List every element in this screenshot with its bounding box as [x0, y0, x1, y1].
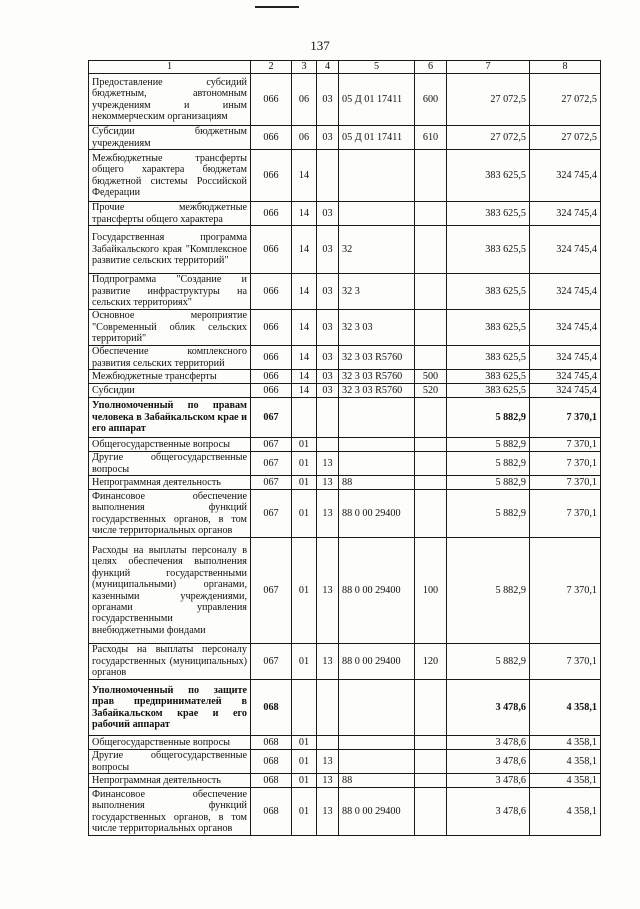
amount-year1-cell: 3 478,6 [447, 680, 530, 736]
expense-type-cell [415, 452, 447, 476]
amount-year2-cell: 324 745,4 [530, 310, 601, 346]
section-code-cell: 06 [292, 126, 317, 150]
amount-year2-cell: 7 370,1 [530, 452, 601, 476]
subsection-code-cell: 03 [317, 370, 339, 384]
budget-table [88, 60, 601, 836]
table-row [89, 750, 601, 774]
header-cell: 3 [292, 61, 317, 74]
row-name-cell: Межбюджетные трансферты [89, 370, 251, 384]
amount-year1-cell: 5 882,9 [447, 398, 530, 438]
ministry-code-cell: 066 [251, 150, 292, 202]
ministry-code-cell: 066 [251, 310, 292, 346]
table-row [89, 226, 601, 274]
expense-type-cell [415, 202, 447, 226]
ministry-code-cell: 068 [251, 736, 292, 750]
expense-type-cell: 610 [415, 126, 447, 150]
amount-year1-cell: 5 882,9 [447, 538, 530, 644]
amount-year2-cell: 7 370,1 [530, 538, 601, 644]
target-article-cell: 88 [339, 774, 415, 788]
expense-type-cell [415, 774, 447, 788]
header-cell: 5 [339, 61, 415, 74]
amount-year1-cell: 5 882,9 [447, 490, 530, 538]
amount-year2-cell: 4 358,1 [530, 788, 601, 836]
row-name-cell: Общегосударственные вопросы [89, 736, 251, 750]
section-code-cell: 14 [292, 202, 317, 226]
row-name-cell: Уполномоченный по правам человека в Забайкальском крае и его аппарат [89, 398, 251, 438]
target-article-cell: 88 0 00 29400 [339, 644, 415, 680]
target-article-cell [339, 750, 415, 774]
subsection-code-cell: 03 [317, 202, 339, 226]
section-code-cell [292, 680, 317, 736]
target-article-cell: 32 3 [339, 274, 415, 310]
subsection-code-cell [317, 150, 339, 202]
section-code-cell [292, 398, 317, 438]
target-article-cell: 32 [339, 226, 415, 274]
top-rule [255, 6, 299, 8]
target-article-cell [339, 736, 415, 750]
section-code-cell: 06 [292, 74, 317, 126]
amount-year2-cell: 27 072,5 [530, 74, 601, 126]
amount-year2-cell: 324 745,4 [530, 370, 601, 384]
subsection-code-cell: 03 [317, 384, 339, 398]
target-article-cell: 32 3 03 R5760 [339, 346, 415, 370]
section-code-cell: 01 [292, 490, 317, 538]
section-code-cell: 01 [292, 774, 317, 788]
amount-year1-cell: 5 882,9 [447, 452, 530, 476]
ministry-code-cell: 067 [251, 644, 292, 680]
table-row [89, 310, 601, 346]
header-cell: 4 [317, 61, 339, 74]
section-code-cell: 01 [292, 788, 317, 836]
section-code-cell: 14 [292, 274, 317, 310]
row-name-cell: Основное мероприятие "Современный облик сельских территорий" [89, 310, 251, 346]
amount-year1-cell: 27 072,5 [447, 126, 530, 150]
target-article-cell [339, 680, 415, 736]
expense-type-cell [415, 150, 447, 202]
target-article-cell [339, 438, 415, 452]
amount-year1-cell: 383 625,5 [447, 346, 530, 370]
row-name-cell: Непрограммная деятельность [89, 476, 251, 490]
subsection-code-cell: 03 [317, 226, 339, 274]
row-name-cell: Прочие межбюджетные трансферты общего характера [89, 202, 251, 226]
amount-year1-cell: 383 625,5 [447, 370, 530, 384]
section-code-cell: 01 [292, 750, 317, 774]
subsection-code-cell: 03 [317, 126, 339, 150]
amount-year1-cell: 3 478,6 [447, 750, 530, 774]
ministry-code-cell: 067 [251, 490, 292, 538]
row-name-cell: Государственная программа Забайкальского края "Комплексное развитие сельских территорий" [89, 226, 251, 274]
row-name-cell: Финансовое обеспечение выполнения функций государственных органов, в том числе территориальных органов [89, 490, 251, 538]
row-name-cell: Обеспечение комплексного развития сельских территорий [89, 346, 251, 370]
expense-type-cell: 100 [415, 538, 447, 644]
expense-type-cell [415, 310, 447, 346]
table-row [89, 438, 601, 452]
ministry-code-cell: 068 [251, 750, 292, 774]
amount-year1-cell: 383 625,5 [447, 150, 530, 202]
header-cell: 1 [89, 61, 251, 74]
section-code-cell: 01 [292, 452, 317, 476]
expense-type-cell: 520 [415, 384, 447, 398]
row-name-cell: Субсидии бюджетным учреждениям [89, 126, 251, 150]
subsection-code-cell: 03 [317, 310, 339, 346]
subsection-code-cell [317, 438, 339, 452]
section-code-cell: 14 [292, 370, 317, 384]
table-row [89, 452, 601, 476]
target-article-cell: 88 [339, 476, 415, 490]
row-name-cell: Подпрограмма "Создание и развитие инфраструктуры на сельских территориях" [89, 274, 251, 310]
target-article-cell [339, 452, 415, 476]
row-name-cell: Другие общегосударственные вопросы [89, 750, 251, 774]
amount-year2-cell: 7 370,1 [530, 398, 601, 438]
expense-type-cell [415, 680, 447, 736]
expense-type-cell [415, 788, 447, 836]
subsection-code-cell: 13 [317, 750, 339, 774]
amount-year2-cell: 4 358,1 [530, 774, 601, 788]
target-article-cell [339, 150, 415, 202]
ministry-code-cell: 067 [251, 452, 292, 476]
page-number: 137 [310, 38, 330, 53]
section-code-cell: 01 [292, 736, 317, 750]
table-row [89, 384, 601, 398]
amount-year2-cell: 7 370,1 [530, 438, 601, 452]
subsection-code-cell: 13 [317, 452, 339, 476]
amount-year1-cell: 27 072,5 [447, 74, 530, 126]
amount-year2-cell: 4 358,1 [530, 680, 601, 736]
ministry-code-cell: 066 [251, 74, 292, 126]
amount-year2-cell: 324 745,4 [530, 346, 601, 370]
row-name-cell: Расходы на выплаты персоналу государственных (муниципальных) органов [89, 644, 251, 680]
subsection-code-cell: 13 [317, 774, 339, 788]
ministry-code-cell: 066 [251, 274, 292, 310]
amount-year2-cell: 7 370,1 [530, 476, 601, 490]
row-name-cell: Межбюджетные трансферты общего характера бюджетам бюджетной системы Российской Федерации [89, 150, 251, 202]
section-code-cell: 14 [292, 384, 317, 398]
table-row [89, 74, 601, 126]
row-name-cell: Уполномоченный по защите прав предпринимателей в Забайкальском крае и его рабочий аппарат [89, 680, 251, 736]
amount-year2-cell: 324 745,4 [530, 202, 601, 226]
amount-year1-cell: 5 882,9 [447, 476, 530, 490]
row-name-cell: Субсидии [89, 384, 251, 398]
row-name-cell: Общегосударственные вопросы [89, 438, 251, 452]
expense-type-cell [415, 750, 447, 774]
amount-year1-cell: 5 882,9 [447, 644, 530, 680]
amount-year1-cell: 3 478,6 [447, 774, 530, 788]
section-code-cell: 14 [292, 226, 317, 274]
ministry-code-cell: 066 [251, 384, 292, 398]
expense-type-cell: 500 [415, 370, 447, 384]
section-code-cell: 01 [292, 538, 317, 644]
row-name-cell: Финансовое обеспечение выполнения функций государственных органов, в том числе территориальных органов [89, 788, 251, 836]
section-code-cell: 14 [292, 150, 317, 202]
amount-year2-cell: 4 358,1 [530, 736, 601, 750]
ministry-code-cell: 066 [251, 202, 292, 226]
section-code-cell: 14 [292, 310, 317, 346]
table-row [89, 274, 601, 310]
table-row [89, 476, 601, 490]
amount-year1-cell: 383 625,5 [447, 226, 530, 274]
table-row [89, 370, 601, 384]
row-name-cell: Расходы на выплаты персоналу в целях обеспечения выполнения функций государственными (муниципальными) органами, казенными учреждениями, органами управления государственными внебюджетными фондами [89, 538, 251, 644]
amount-year2-cell: 4 358,1 [530, 750, 601, 774]
amount-year1-cell: 3 478,6 [447, 788, 530, 836]
expense-type-cell [415, 274, 447, 310]
section-code-cell: 01 [292, 438, 317, 452]
table-row [89, 126, 601, 150]
expense-type-cell [415, 226, 447, 274]
ministry-code-cell: 067 [251, 438, 292, 452]
ministry-code-cell: 067 [251, 476, 292, 490]
target-article-cell [339, 398, 415, 438]
amount-year2-cell: 324 745,4 [530, 274, 601, 310]
target-article-cell: 88 0 00 29400 [339, 490, 415, 538]
amount-year1-cell: 383 625,5 [447, 202, 530, 226]
table-header-row [89, 61, 601, 74]
expense-type-cell [415, 736, 447, 750]
amount-year1-cell: 3 478,6 [447, 736, 530, 750]
header-cell: 2 [251, 61, 292, 74]
target-article-cell: 05 Д 01 17411 [339, 74, 415, 126]
subsection-code-cell [317, 680, 339, 736]
header-cell: 7 [447, 61, 530, 74]
expense-type-cell [415, 490, 447, 538]
expense-type-cell: 600 [415, 74, 447, 126]
section-code-cell: 01 [292, 476, 317, 490]
amount-year1-cell: 383 625,5 [447, 310, 530, 346]
amount-year1-cell: 383 625,5 [447, 274, 530, 310]
expense-type-cell [415, 346, 447, 370]
target-article-cell: 32 3 03 R5760 [339, 384, 415, 398]
header-cell: 6 [415, 61, 447, 74]
expense-type-cell [415, 398, 447, 438]
target-article-cell [339, 202, 415, 226]
subsection-code-cell: 03 [317, 346, 339, 370]
subsection-code-cell: 13 [317, 788, 339, 836]
table-row [89, 538, 601, 644]
amount-year1-cell: 5 882,9 [447, 438, 530, 452]
header-cell: 8 [530, 61, 601, 74]
target-article-cell: 88 0 00 29400 [339, 538, 415, 644]
subsection-code-cell: 03 [317, 274, 339, 310]
target-article-cell: 05 Д 01 17411 [339, 126, 415, 150]
amount-year2-cell: 324 745,4 [530, 226, 601, 274]
section-code-cell: 01 [292, 644, 317, 680]
amount-year2-cell: 324 745,4 [530, 384, 601, 398]
table-row [89, 150, 601, 202]
table-row [89, 202, 601, 226]
table-row [89, 736, 601, 750]
row-name-cell: Предоставление субсидий бюджетным, автономным учреждениям и иным некоммерческим организациям [89, 74, 251, 126]
target-article-cell: 88 0 00 29400 [339, 788, 415, 836]
ministry-code-cell: 067 [251, 538, 292, 644]
table-row [89, 680, 601, 736]
subsection-code-cell: 03 [317, 74, 339, 126]
table-row [89, 644, 601, 680]
expense-type-cell [415, 476, 447, 490]
ministry-code-cell: 066 [251, 346, 292, 370]
subsection-code-cell: 13 [317, 490, 339, 538]
amount-year2-cell: 27 072,5 [530, 126, 601, 150]
subsection-code-cell: 13 [317, 538, 339, 644]
amount-year2-cell: 7 370,1 [530, 490, 601, 538]
target-article-cell: 32 3 03 [339, 310, 415, 346]
subsection-code-cell [317, 398, 339, 438]
target-article-cell: 32 3 03 R5760 [339, 370, 415, 384]
ministry-code-cell: 068 [251, 680, 292, 736]
ministry-code-cell: 066 [251, 370, 292, 384]
subsection-code-cell: 13 [317, 644, 339, 680]
row-name-cell: Непрограммная деятельность [89, 774, 251, 788]
ministry-code-cell: 066 [251, 126, 292, 150]
ministry-code-cell: 068 [251, 774, 292, 788]
amount-year2-cell: 7 370,1 [530, 644, 601, 680]
row-name-cell: Другие общегосударственные вопросы [89, 452, 251, 476]
subsection-code-cell [317, 736, 339, 750]
table-row [89, 788, 601, 836]
expense-type-cell: 120 [415, 644, 447, 680]
section-code-cell: 14 [292, 346, 317, 370]
amount-year1-cell: 383 625,5 [447, 384, 530, 398]
ministry-code-cell: 068 [251, 788, 292, 836]
table-row [89, 774, 601, 788]
ministry-code-cell: 067 [251, 398, 292, 438]
table-row [89, 346, 601, 370]
ministry-code-cell: 066 [251, 226, 292, 274]
amount-year2-cell: 324 745,4 [530, 150, 601, 202]
subsection-code-cell: 13 [317, 476, 339, 490]
table-row [89, 398, 601, 438]
table-row [89, 490, 601, 538]
expense-type-cell [415, 438, 447, 452]
